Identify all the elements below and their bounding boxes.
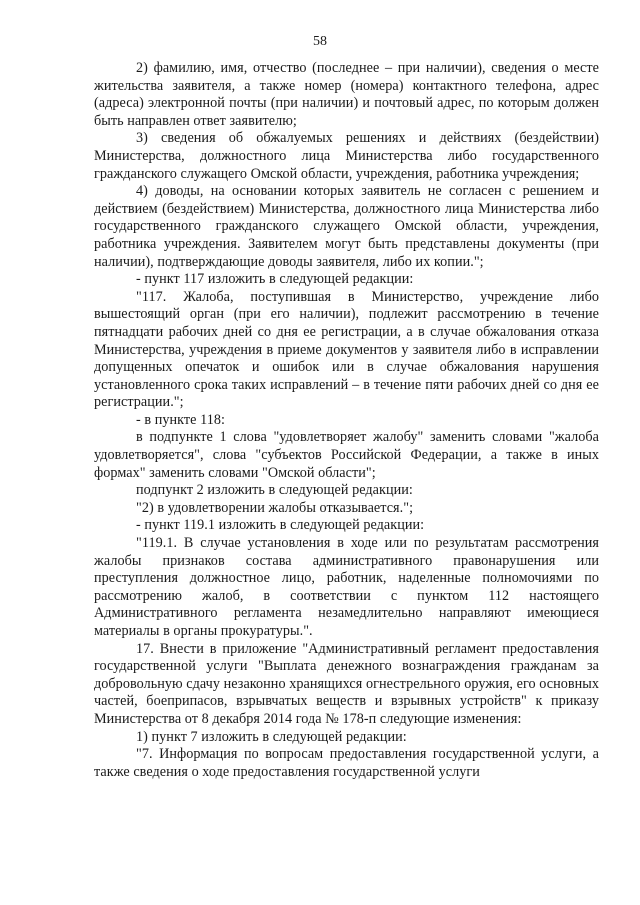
paragraph-10: - пункт 119.1 изложить в следующей редакции:: [136, 517, 425, 534]
paragraph-11: "119.1. В случае установления в ходе или по результатам рассмотрения жалобы признаков состава административного правонарушения или преступления должностное лицо, работник, наделенные полномочиями по рассмотрению жалоб, в соответствии с пунктом 112 настоящего Административного регламента незамедлительно направляют имеющиеся материалы в органы прокуратуры.".: [94, 535, 599, 639]
paragraph-2: 3) сведения об обжалуемых решениях и действиях (бездействии) Министерства, должностного лица Министерства либо государственного гражданского служащего Омской области, учреждения, работника учреждения;: [94, 130, 599, 182]
paragraph-4: - пункт 117 изложить в следующей редакции:: [136, 271, 414, 288]
document-body: [94, 60, 599, 781]
paragraph-9: "2) в удовлетворении жалобы отказывается.";: [136, 499, 414, 516]
paragraph-5: "117. Жалоба, поступившая в Министерство, учреждение либо вышестоящий орган (при его наличии), подлежит рассмотрению в течение пятнадцати рабочих дней со дня ее регистрации, а в случае обжалования отказа Министерства, учреждения в приеме документов у заявителя либо в исправлении допущенных опечаток и ошибок или в случае обжалования нарушения установленного срока таких исправлений – в течение пяти рабочих дней со дня ее регистрации.";: [94, 288, 599, 411]
paragraph-7: в подпункте 1 слова "удовлетворяет жалобу" заменить словами "жалоба удовлетворяется", слова "субъектов Российской Федерации, а также в иных формах" заменить словами "Омской области";: [94, 429, 599, 481]
paragraph-6: - в пункте 118:: [136, 411, 225, 428]
paragraph-12: 17. Внести в приложение "Административный регламент предоставления государственной услуги "Выплата денежного вознаграждения гражданам за добровольную сдачу незаконно хранящихся огнестрельного оружия, его основных частей, боеприпасов, взрывчатых веществ и взрывных устройств" к приказу Министерства от 8 декабря 2014 года № 178-п следующие изменения:: [94, 640, 599, 727]
paragraph-3: 4) доводы, на основании которых заявитель не согласен с решением и действием (бездействием) Министерства, должностного лица Министерства либо государственного гражданского служащего Омской области, учреждения, работника учреждения. Заявителем могут быть представлены документы (при наличии), подтверждающие доводы заявителя, либо их копии.";: [94, 183, 599, 270]
paragraph-14: "7. Информация по вопросам предоставления государственной услуги, а также сведения о ходе предоставления государственной услуги: [94, 746, 599, 780]
page-number: 58: [313, 34, 327, 49]
paragraph-13: 1) пункт 7 изложить в следующей редакции:: [136, 728, 407, 745]
paragraph-1: 2) фамилию, имя, отчество (последнее – при наличии), сведения о месте жительства заявителя, а также номер (номера) контактного телефона, адрес (адреса) электронной почты (при наличии) и почтовый адрес, по которым должен быть направлен ответ заявителю;: [94, 60, 599, 129]
paragraph-8: подпункт 2 изложить в следующей редакции:: [136, 482, 413, 499]
